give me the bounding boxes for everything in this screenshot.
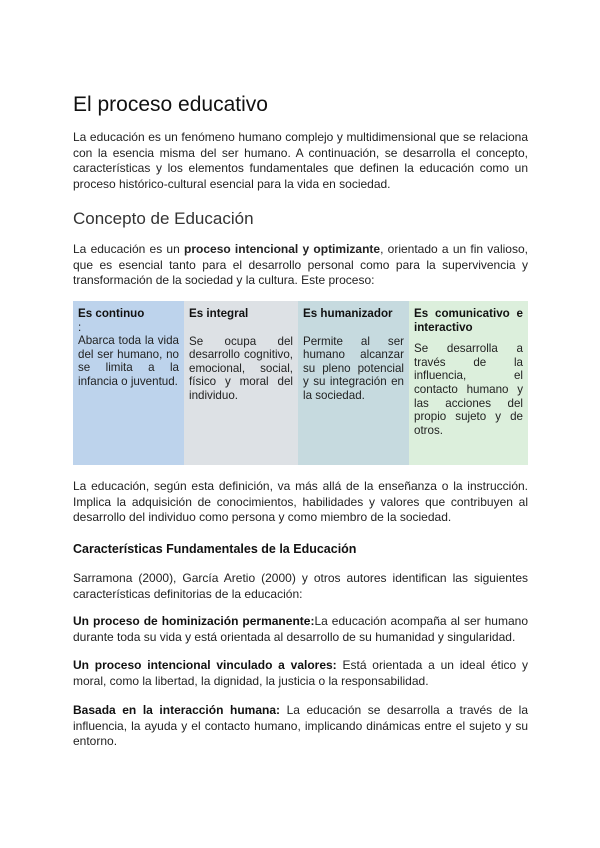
table-cell-text: Se ocupa del desarrollo cognitivo, emocional, social, físico y moral del individuo.	[189, 334, 293, 402]
feature-item: Basada en la interacción humana: La educación se desarrolla a través de la influencia, la ayuda y el contacto humano, implicando dinámicas entre el sujeto y su entorno.	[73, 703, 528, 749]
after-table-paragraph: La educación, según esta definición, va más allá de la enseñanza o la instrucción. Implica la adquisición de conocimientos, habilidades y valores que contribuyen al desarrollo del individuo como persona y como miembro de la sociedad.	[73, 479, 528, 525]
concept-bold-term: proceso intencional y optimizante	[184, 242, 381, 256]
feature-label: Un proceso intencional vinculado a valores:	[73, 658, 337, 672]
table-cell-integral	[184, 301, 298, 465]
table-cell-title: Es comunicativo e interactivo	[414, 307, 523, 334]
concept-paragraph: La educación es un proceso intencional y optimizante, orientado a un fin valioso, que es esencial tanto para el desarrollo personal como para la supervivencia y transformación de la sociedad y la cultura. Este proceso:	[73, 242, 528, 288]
feature-label: Basada en la interacción humana:	[73, 703, 280, 717]
page-title: El proceso educativo	[73, 93, 268, 116]
table-cell-title: Es continuo	[78, 307, 145, 320]
table-cell-text: Se desarrolla a través de la influencia, el contacto humano y las acciones del propio sujeto y de otros.	[414, 342, 523, 437]
table-cell-title: Es integral	[189, 307, 249, 320]
characteristics-heading: Características Fundamentales de la Educación	[73, 542, 357, 556]
table-cell-title: Es humanizador	[303, 307, 393, 320]
feature-item: Un proceso intencional vinculado a valores: Está orientada a un ideal ético y moral, como la libertad, la dignidad, la justicia o la responsabilidad.	[73, 658, 528, 688]
concept-heading: Concepto de Educación	[73, 209, 254, 228]
table-cell-text: Permite al ser humano alcanzar su pleno potencial y su integración en la sociedad.	[303, 334, 404, 402]
table-cell-comunicativo	[409, 301, 528, 465]
table-cell-continuo	[73, 301, 184, 465]
table-cell-text: : Abarca toda la vida del ser humano, no se limita a la infancia o juventud.	[78, 320, 179, 388]
feature-label: Un proceso de hominización permanente:	[73, 614, 315, 628]
feature-item: Un proceso de hominización permanente:La educación acompaña al ser humano durante toda su vida y está orientada al desarrollo de su humanidad y singularidad.	[73, 614, 528, 644]
process-table	[73, 301, 528, 465]
table-cell-humanizador	[298, 301, 409, 465]
intro-paragraph: La educación es un fenómeno humano complejo y multidimensional que se relaciona con la esencia misma del ser humano. A continuación, se desarrolla el concepto, características y los elementos fundamentales que definen la educación como un proceso histórico-cultural esencial para la vida en sociedad.	[73, 130, 528, 191]
characteristics-intro: Sarramona (2000), García Aretio (2000) y otros autores identifican las siguientes características definitorias de la educación:	[73, 571, 528, 601]
